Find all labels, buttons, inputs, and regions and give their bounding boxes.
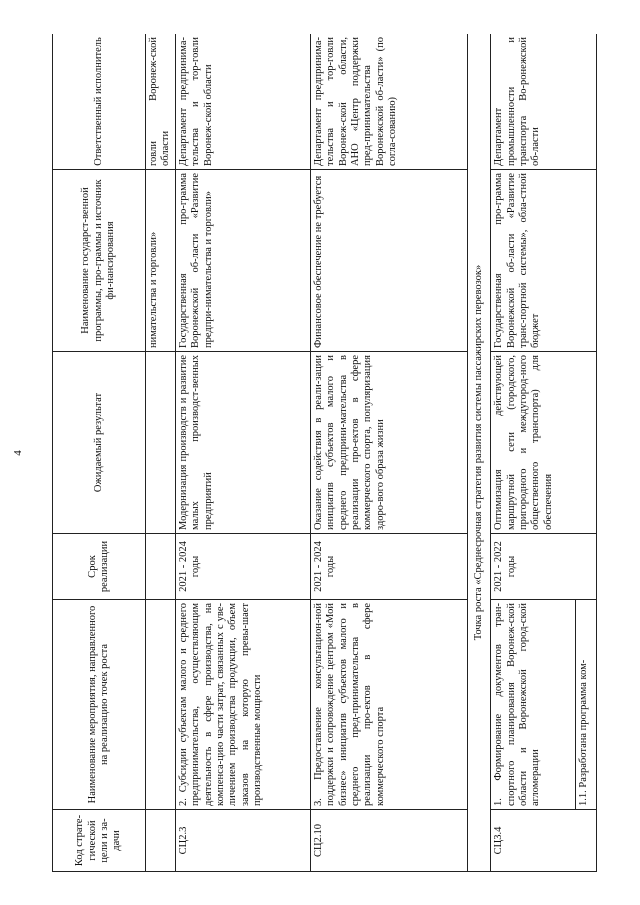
cell-code: СЦ3.4 <box>491 810 597 872</box>
cell-code <box>146 810 176 872</box>
section-row <box>467 34 490 872</box>
cell-measure: 3. Предоставление консультацион-ной поддержки и сопровождение центром «Мой бизнес» инициатив субъектов малого и среднего пред-принимательства в реализации про-ектов в сфере коммерческого спорта <box>310 600 467 810</box>
cell-term: 2021 - 2024 годы <box>175 534 310 600</box>
cell-code: СЦ2.3 <box>175 810 310 872</box>
table-row <box>146 34 176 872</box>
cell-measure <box>146 600 176 810</box>
header-responsible: Ответственный исполнитель <box>53 34 146 170</box>
growth-points-table <box>52 34 597 872</box>
cell-program: нимательства и торговли» <box>146 170 176 352</box>
cell-result: Оказание содействия в реали-зации инициатив субъектов малого и среднего предприни-мательства в реализации про-ектов в сфере коммерческого спорта, популяризация здоро-вого образа жизни <box>310 352 467 534</box>
cell-responsible: Департамент промышленности и транспорта Во-ронежской об-ласти <box>491 34 597 170</box>
cell-responsible: Департамент предпринима-тельства и тор-говли Воронеж-ской области, АНО «Центр поддержки пред-принимательства Воронежской об-ласти» (по согла-сованию) <box>310 34 467 170</box>
rotated-content <box>52 34 624 872</box>
cell-measure: 1.1. Разработана программа ком- <box>576 600 597 810</box>
cell-result: Оптимизация действующей маршрутной сети (городского, пригородного и междугород-ного общественного транспорта) для обеспечения <box>491 352 597 534</box>
cell-program: Государственная про-грамма Воронежской об-ласти «Развитие предпри-нимательства и торговли» <box>175 170 310 352</box>
header-measure: Наименование мероприятия, направленного на реализацию точек роста <box>53 600 146 810</box>
rotated-page <box>52 34 624 872</box>
header-code: Код страте-гической цели и за-дачи <box>53 810 146 872</box>
cell-program: Государственная про-грамма Воронежской об-ласти «Развитие транс-портной системы», обла-стной бюджет <box>491 170 597 352</box>
page-number: 4 <box>12 449 24 456</box>
header-term: Срок реализации <box>53 534 146 600</box>
table-row <box>491 34 576 872</box>
cell-term <box>146 534 176 600</box>
header-row <box>53 34 146 872</box>
header-program: Наименование государст-венной программы, про-граммы и источник фи-нансирования <box>53 170 146 352</box>
table-row <box>310 34 467 872</box>
cell-code: СЦ2.10 <box>310 810 467 872</box>
cell-responsible: Департамент предпринима-тельства и тор-говли Воронеж-ской области <box>175 34 310 170</box>
cell-term: 2021 - 2024 годы <box>310 534 467 600</box>
cell-result: Модернизация производств и развитие малых производст-венных предприятий <box>175 352 310 534</box>
cell-measure: 2. Субсидии субъектам малого и среднего предпринимательства, осуществляющим деятельность в сфере производства, на компенса-цию части затрат, связанных с уве-личением производства продукции, объем заказов на которую превы-шает производственные мощности <box>175 600 310 810</box>
cell-result <box>146 352 176 534</box>
header-result: Ожидаемый результат <box>53 352 146 534</box>
section-title: Точка роста «Среднесрочная стратегия развития системы пассажирских перевозок» <box>467 34 490 872</box>
cell-measure: 1. Формирование документов тран-спортного планирования Воронеж-ской области и Воронежской город-ской агломерации <box>491 600 576 810</box>
cell-term: 2021 - 2022 годы <box>491 534 597 600</box>
table-row <box>175 34 310 872</box>
cell-responsible: говли Воронеж-ской области <box>146 34 176 170</box>
cell-program: Финансовое обеспечение не требуется <box>310 170 467 352</box>
